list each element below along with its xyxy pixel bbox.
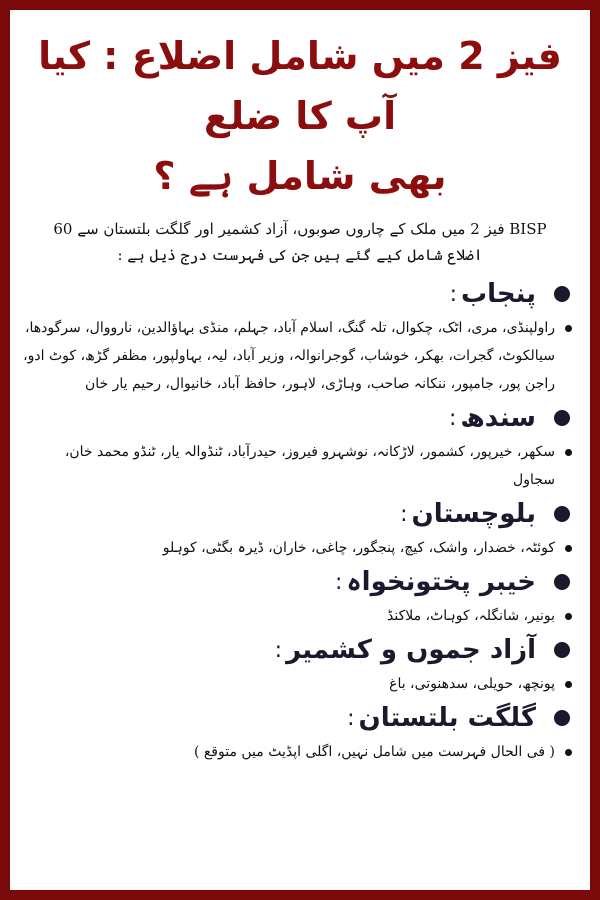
section-heading-text: سندھ [460,403,536,433]
title-line-2: بھی شامل ہے ؟ [153,154,447,198]
section-heading [22,398,576,438]
district-list [22,738,576,766]
section-heading-text: گلگت بلتستان [358,703,536,733]
section-heading [22,698,576,738]
small-bullet-icon [565,325,572,332]
heading-colon: : [347,705,355,731]
section-heading [22,562,576,602]
section-heading-text: بلوچستان [411,499,536,529]
district-list [22,534,576,562]
heading-colon: : [335,569,343,595]
district-list-text: سکھر، خیرپور، کشمور، لاڑکانہ، نوشہرو فیروز، حیدرآباد، ٹنڈوالہ یار، ٹنڈو محمد خان، سجاول [64,444,555,488]
bullet-icon [554,410,570,426]
district-list-text: بونیر، شانگلہ، کوہاٹ، ملاکنڈ [387,608,555,624]
bullet-icon [554,506,570,522]
section-heading [22,494,576,534]
section-gilgit-baltistan [22,698,576,766]
heading-colon: : [400,501,408,527]
title-line-1: فیز 2 میں شامل اضلاع : کیا آپ کا ضلع [38,34,562,138]
section-heading [22,630,576,670]
section-heading-text: خیبر پختونخواہ [346,567,536,597]
bullet-icon [554,286,570,302]
district-list-text: پونچھ، حویلی، سدھنوتی، باغ [389,676,555,692]
heading-colon: : [449,281,457,307]
section-balochistan [22,494,576,562]
page-title [24,26,576,206]
heading-colon: : [449,405,457,431]
small-bullet-icon [565,749,572,756]
section-punjab [22,274,576,398]
district-list [22,438,576,494]
section-khyber-pakhtunkhwa [22,562,576,630]
section-heading-text: آزاد جموں و کشمیر [286,635,536,665]
bullet-icon [554,710,570,726]
bullet-icon [554,642,570,658]
section-heading [22,274,576,314]
district-list-text: ( فی الحال فہرست میں شامل نہیں، اگلی اپڈیٹ میں متوقع ) [193,744,555,760]
district-list-text: کوئٹہ، خضدار، واشک، کیچ، پنجگور، چاغی، خاران، ڈیرہ بگٹی، کوہلو [162,540,555,556]
district-list [22,314,576,398]
small-bullet-icon [565,545,572,552]
section-sindh [22,398,576,494]
section-heading-text: پنجاب [460,279,536,309]
small-bullet-icon [565,449,572,456]
district-list [22,602,576,630]
content-panel [10,10,590,890]
small-bullet-icon [565,613,572,620]
section-azad-kashmir [22,630,576,698]
district-list [22,670,576,698]
bullet-icon [554,574,570,590]
district-list-text: راولپنڈی، مری، اٹک، چکوال، تلہ گنگ، اسلام آباد، جہلم، منڈی بہاؤالدین، نارووال، سرگودھا، سیالکوٹ، گجرات، بھکر، خوشاب، گوجرانوالہ، وزیر آباد، لیہ، بہاولپور، مظفر گڑھ، کوٹ ادو، راجن پور، جامپور، ننکانہ صاحب، وہاڑی، لاہور، حافظ آباد، خانیوال، رحیم یار خان [23,320,555,392]
small-bullet-icon [565,681,572,688]
heading-colon: : [274,637,283,663]
intro-text: BISP فیز 2 میں ملک کے چاروں صوبوں، آزاد کشمیر اور گلگت بلتستان سے 60 اضلاع شامل کیے گئے ہیں جن کی فہرست درج ذیل ہے : [53,220,547,264]
